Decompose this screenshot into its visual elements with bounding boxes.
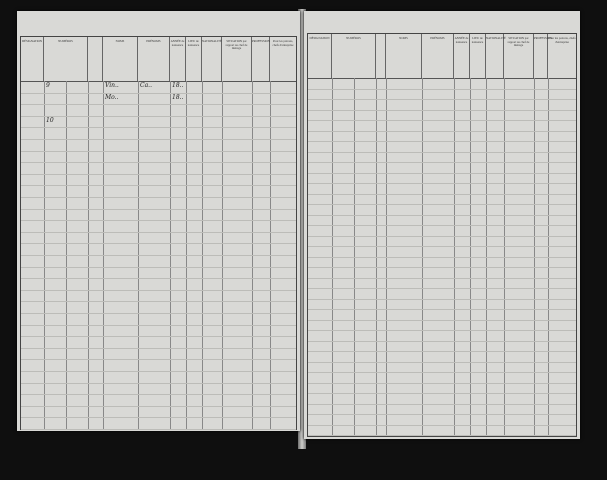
- table-cell: 10: [46, 116, 54, 124]
- header-noms: NOMS: [103, 37, 138, 81]
- left-table: [20, 36, 297, 430]
- header-lieu: LIEU de naissance: [470, 34, 486, 78]
- header-situation: SITUATION par rapport au chef de ménage: [504, 34, 534, 78]
- left-rows: [21, 81, 296, 429]
- header-prenoms: PRÉNOMS: [422, 34, 454, 78]
- table-row: [21, 417, 296, 430]
- header-designation: DÉSIGNATION: [308, 34, 332, 78]
- header-annee: ANNÉE de naissance: [454, 34, 470, 78]
- right-rows: [308, 78, 576, 436]
- header-annee: ANNÉE de naissance: [170, 37, 186, 81]
- table-cell: 18..: [172, 93, 184, 101]
- table-cell: 18..: [172, 82, 184, 89]
- table-cell: Mo..: [105, 93, 119, 101]
- header-profession: PROFESSION: [252, 37, 270, 81]
- header-blank: [376, 34, 386, 78]
- right-register-page: [304, 11, 580, 439]
- right-table-header: [308, 34, 576, 79]
- header-patrons: Pour les patrons, chefs d'entreprise: [548, 36, 576, 44]
- header-numeros: NUMÉROS: [332, 34, 376, 78]
- left-table-header: [21, 37, 296, 82]
- header-profession: PROFESSION: [534, 34, 548, 78]
- header-prenoms: PRÉNOMS: [138, 37, 170, 81]
- header-situation: SITUATION par rapport au chef de ménage: [222, 37, 252, 81]
- header-noms: NOMS: [386, 34, 422, 78]
- table-row: [308, 425, 576, 437]
- header-blank: [88, 37, 103, 81]
- left-register-page: [17, 11, 300, 431]
- table-cell: Ca..: [140, 82, 152, 89]
- table-cell: 9: [46, 82, 50, 89]
- header-designation: DÉSIGNATION: [21, 37, 44, 81]
- header-lieu: LIEU de naissance: [186, 37, 202, 81]
- header-nationalite: NATIONALITÉ: [202, 37, 222, 81]
- header-patrons: Pour les patrons, chefs d'entreprise: [272, 39, 294, 47]
- header-nationalite: NATIONALITÉ: [486, 34, 504, 78]
- header-numeros: NUMÉROS: [44, 37, 88, 81]
- table-cell: Vin..: [105, 82, 119, 89]
- right-table: [307, 33, 577, 437]
